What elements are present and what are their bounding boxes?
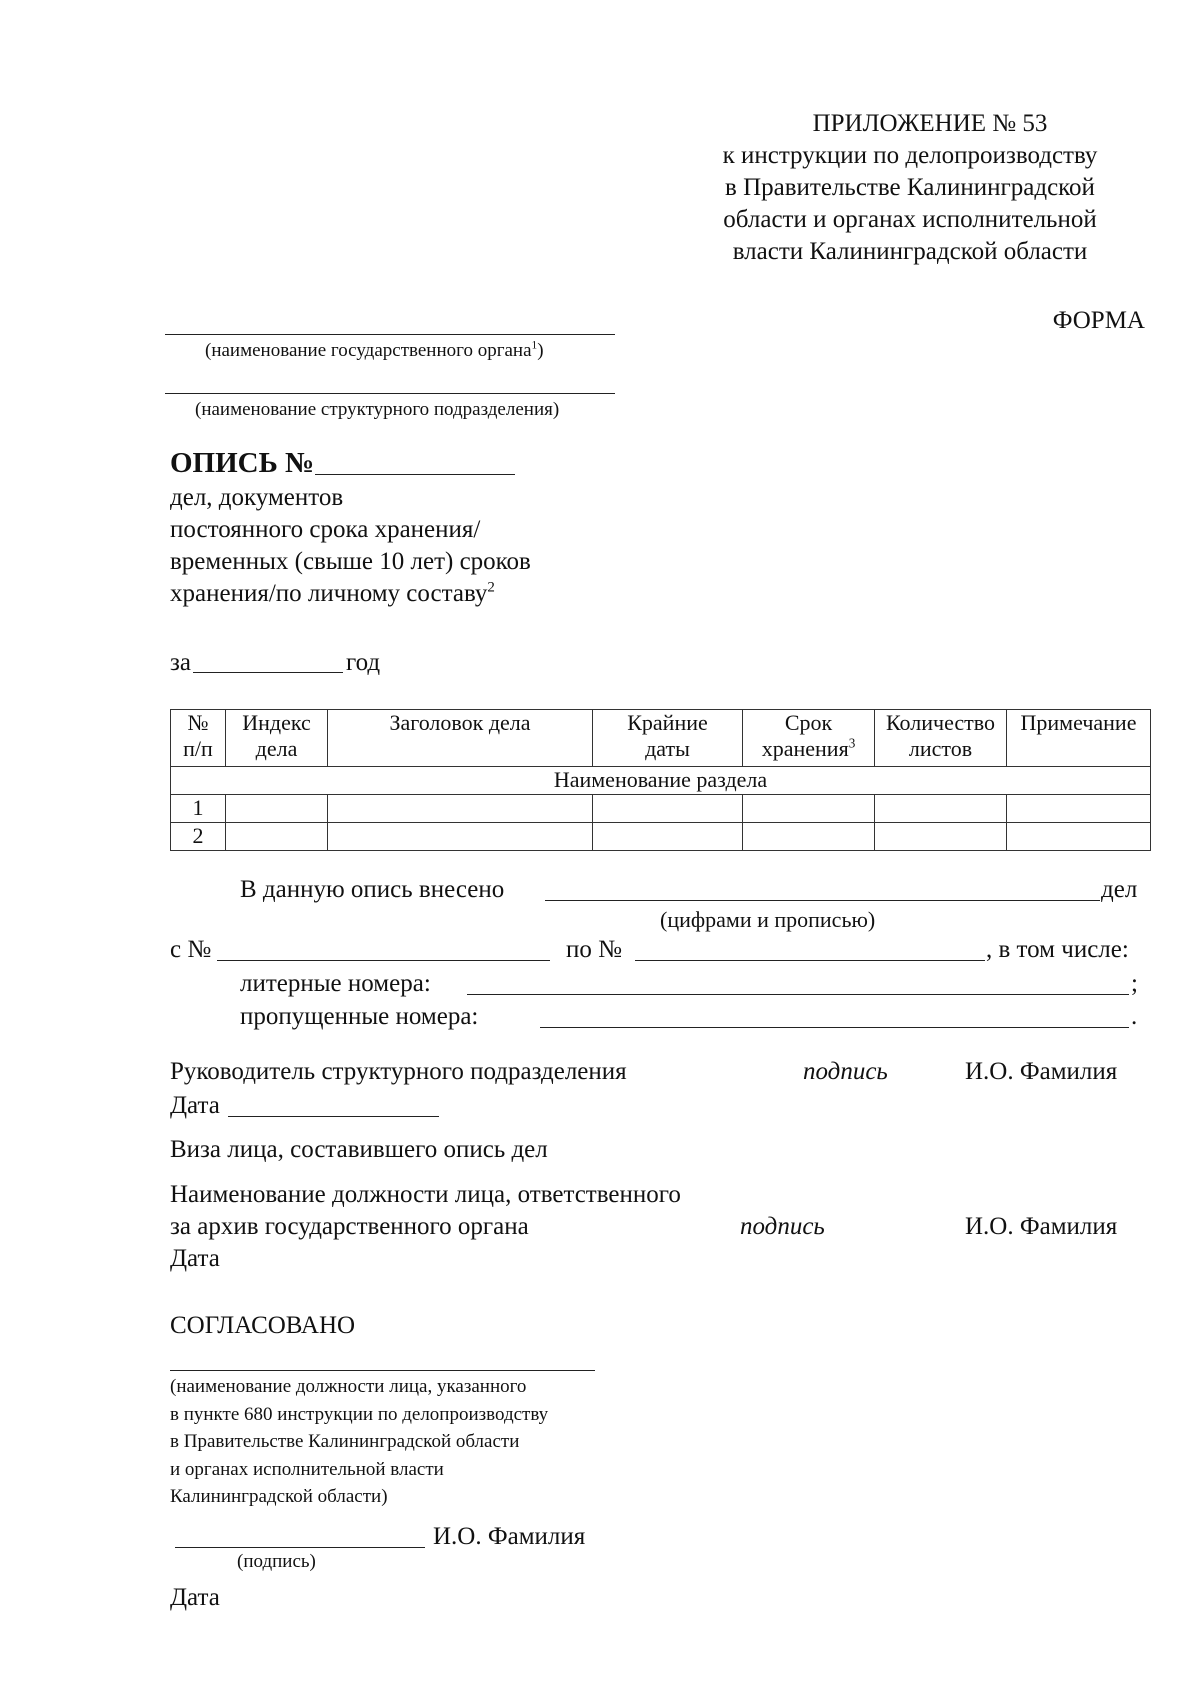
approval-signature-caption: (подпись) — [237, 1551, 316, 1572]
table-cell[interactable] — [1007, 795, 1151, 823]
gov-body-line[interactable] — [165, 334, 615, 335]
column-header-dates: Крайние даты — [593, 710, 743, 767]
table-cell[interactable] — [226, 823, 328, 851]
inventory-table — [170, 709, 1151, 851]
form-label: ФОРМА — [1052, 307, 1145, 334]
from-label: с № — [170, 936, 212, 963]
gov-body-caption: (наименование государственного органа$^1$) — [205, 339, 544, 361]
entered-unit: дел — [1101, 876, 1138, 903]
inventory-number-line[interactable] — [315, 474, 515, 475]
head-signature: подпись — [803, 1058, 888, 1085]
from-number-line[interactable] — [217, 960, 550, 961]
table-cell[interactable] — [593, 823, 743, 851]
approval-name: И.О. Фамилия — [433, 1523, 586, 1550]
skipped-numbers-line[interactable] — [540, 1027, 1129, 1028]
year-line[interactable] — [193, 672, 343, 673]
archive-title: Наименование должности лица, ответственного за архив государственного органа Дата — [170, 1181, 681, 1272]
approval-signature-line[interactable] — [175, 1547, 425, 1548]
subdivision-caption: (наименование структурного подразделения) — [195, 399, 560, 420]
row-number-cell: 2 — [171, 823, 226, 851]
row-number-cell: 1 — [171, 795, 226, 823]
approval-title: СОГЛАСОВАНО — [170, 1312, 356, 1339]
approval-caption: (наименование должности лица, указанного в пункте 680 инструкции по делопроизводству в Правительстве Калининградской области и органах исполнительной власти Калининградской области) — [170, 1376, 549, 1507]
year-prefix: за — [170, 649, 191, 676]
appendix-line: власти Калининградской области — [732, 238, 1088, 265]
to-number-line[interactable] — [635, 960, 985, 961]
appendix-line: в Правительстве Калининградской — [725, 174, 1095, 201]
approval-date-label: Дата — [170, 1584, 220, 1611]
section-row — [171, 767, 1151, 795]
table-cell[interactable] — [328, 795, 593, 823]
table-cell[interactable] — [1007, 823, 1151, 851]
head-name: И.О. Фамилия — [965, 1058, 1118, 1085]
table-cell[interactable] — [743, 823, 875, 851]
table-row — [171, 795, 1151, 823]
entered-caption: (цифрами и прописью) — [660, 907, 876, 932]
to-label: по № — [566, 936, 622, 963]
head-label: Руководитель структурного подразделения — [170, 1058, 627, 1085]
table-cell[interactable] — [593, 795, 743, 823]
inventory-subtitle: дел, документов постоянного срока хранения/ временных (свыше 10 лет) сроков хранения/по личному составу$^2$ — [170, 484, 531, 607]
letter-numbers-line[interactable] — [467, 994, 1129, 995]
section-name-cell[interactable]: Наименование раздела — [171, 767, 1151, 795]
appendix-line: области и органах исполнительной — [723, 206, 1097, 233]
skipped-numbers-label: пропущенные номера: — [240, 1003, 479, 1030]
column-header-note: Примечание — [1007, 710, 1151, 767]
column-header-sheets: Количество листов — [875, 710, 1007, 767]
table-header-row — [171, 710, 1151, 767]
table-cell[interactable] — [875, 795, 1007, 823]
letter-numbers-end: ; — [1131, 970, 1138, 997]
entered-label: В данную опись внесено — [240, 876, 505, 903]
appendix-block — [700, 108, 1120, 268]
column-header-retention: Срок хранения$^3$ — [743, 710, 875, 767]
table-cell[interactable] — [875, 823, 1007, 851]
appendix-title: ПРИЛОЖЕНИЕ № 53 — [812, 110, 1048, 137]
column-header-title: Заголовок дела — [328, 710, 593, 767]
year-suffix: год — [346, 649, 381, 676]
table-row — [171, 823, 1151, 851]
visa-label: Виза лица, составившего опись дел — [170, 1136, 548, 1163]
head-date-line[interactable] — [228, 1116, 439, 1117]
including-label: , в том числе: — [986, 936, 1129, 963]
table-cell[interactable] — [743, 795, 875, 823]
column-header-number: № п/п — [171, 710, 226, 767]
subdivision-line[interactable] — [165, 393, 615, 394]
column-header-index: Индекс дела — [226, 710, 328, 767]
table-cell[interactable] — [226, 795, 328, 823]
inventory-title: ОПИСЬ № — [170, 447, 315, 479]
approval-position-line[interactable] — [170, 1370, 595, 1371]
archive-signature: подпись — [740, 1213, 825, 1240]
letter-numbers-label: литерные номера: — [240, 970, 431, 997]
head-date-label: Дата — [170, 1092, 220, 1119]
entered-count-line[interactable] — [545, 900, 1100, 901]
appendix-line: к инструкции по делопроизводству — [722, 142, 1098, 169]
table-cell[interactable] — [328, 823, 593, 851]
skipped-numbers-end: . — [1131, 1003, 1138, 1030]
archive-name: И.О. Фамилия — [965, 1213, 1118, 1240]
